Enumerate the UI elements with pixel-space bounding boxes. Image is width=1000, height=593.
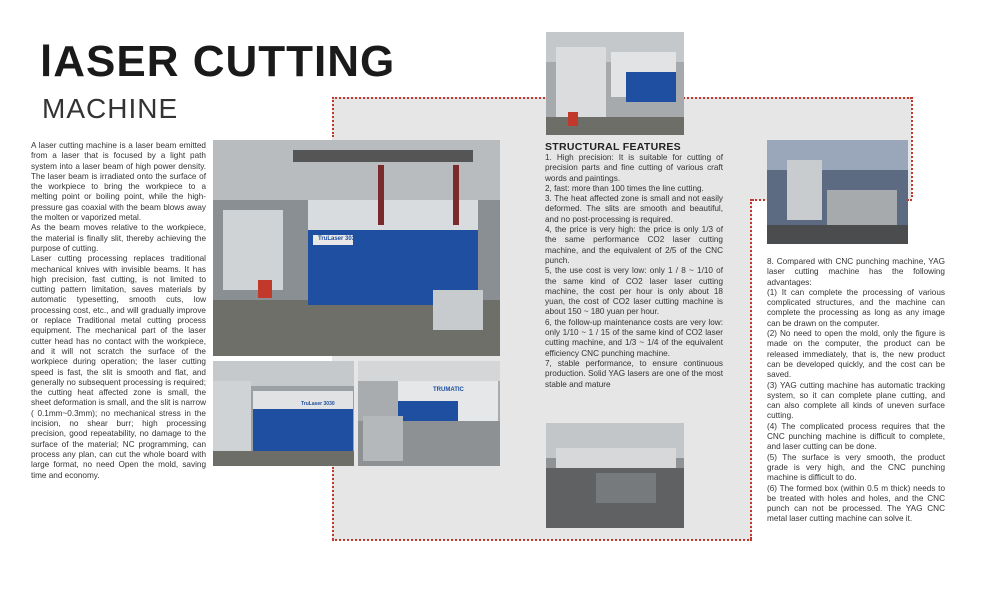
intro-text — [31, 141, 206, 481]
comparison-item: (1) It can complete the processing of various complicated structures, and the machine can complete the processing as long as any image can be drawn on the computer. — [767, 287, 945, 328]
feature-item: 5, the use cost is very low: only 1 / 8 ~ 1/10 of the same kind of CO2 laser laser cutting machine, the cost per hour is only about 18 yuan, the cost of CO2 laser cutting machine is about 150 ~ 180 yuan per hour. — [545, 266, 723, 317]
feature-item: 7, stable performance, to ensure continuous production. Solid YAG lasers are one of the most stable and mature — [545, 358, 723, 389]
comparison-item: (3) YAG cutting machine has automatic tracking system, so it can complete plane cutting, and can also complete all kinds of uneven surface cutting. — [767, 380, 945, 421]
dotted-rule-inner — [750, 199, 752, 539]
feature-item: 6, the follow-up maintenance costs are very low: only 1/10 ~ 1 / 15 of the same kind of CO2 laser cutting machine, and 1/3 ~ 1/4 of the equivalent efficiency CNC punching machine. — [545, 317, 723, 358]
photo-cutting-bed-svg — [546, 423, 684, 528]
photo-trumatic — [358, 361, 500, 466]
trumatic-label: TRUMATIC — [433, 387, 464, 393]
feature-item: 1. High precision: It is suitable for cutting of precision parts and fine cutting of various craft words and paintings. — [545, 153, 723, 183]
comparison-item: (2) No need to open the mold, only the figure is made on the computer, the product can be released immediately, that is, the new product can be developed quickly, and the cost can be saved. — [767, 329, 945, 380]
structural-features — [545, 141, 723, 390]
intro-paragraph: A laser cutting machine is a laser beam emitted from a laser that is focused by a light path system into a laser beam of high power density. The laser beam is irradiated onto the surface of the workpiece to bring the workpiece to a melting point or boiling point, while the high-pressure gas coaxial with the beam blows away the molten or vaporized metal. — [31, 141, 206, 223]
photo-trumatic-svg — [358, 361, 500, 466]
photo-machine-side — [213, 361, 354, 466]
dotted-rule-bottom — [332, 539, 752, 541]
page-title: lASER CUTTING — [40, 37, 396, 86]
photo-cutting-bed — [546, 423, 684, 528]
comparison-item: (6) The formed box (within 0.5 m thick) needs to be treated with holes and holes, and the CNC punch can not be processed. The YAG CNC metal laser cutting machine can solve it. — [767, 483, 945, 524]
photo-workshop-svg — [546, 32, 684, 135]
photo-machine-side-svg — [213, 361, 354, 466]
intro-paragraph: As the beam moves relative to the workpiece, the material is finally slit, thereby achieving the purpose of cutting. — [31, 223, 206, 253]
comparison-item: (5) The surface is very smooth, the product grade is very high, and the CNC punching machine is difficult to do. — [767, 452, 945, 483]
photo-main-machine — [213, 140, 500, 356]
structural-heading: STRUCTURAL FEATURES — [545, 141, 681, 153]
machine-label: TruLaser 3030 — [318, 236, 359, 242]
photo-robot-arm-svg — [767, 140, 908, 244]
dotted-rule-right — [911, 97, 913, 197]
comparison-item: 8. Compared with CNC punching machine, YAG laser cutting machine has the following advantages: — [767, 257, 945, 287]
feature-item: 3. The heat affected zone is small and not easily deformed. The slits are smooth and beautiful, and no post-processing is required. — [545, 194, 723, 224]
dotted-rule-bottom-left — [332, 467, 334, 540]
comparison-text — [767, 257, 945, 525]
feature-item: 2, fast: more than 100 times the line cutting. — [545, 183, 704, 193]
photo-main-machine-svg — [213, 140, 500, 356]
page-subtitle: MACHINE — [42, 93, 179, 124]
intro-paragraph: Laser cutting processing replaces traditional mechanical knives with invisible beams. It has high precision, fast cutting, is not limited to cutting pattern limitation, saves materials by automatic typesetting, smooth cuts, low processing cost, etc., and will gradually improve or replace Traditional metal cutting process equipment. The mechanical part of the laser cutter head has no contact with the workpiece, and it will not scratch the surface of the workpiece during operation; the laser cutting speed is fast, the slit is smooth and flat, and generally no subsequent processing is required; the cutting heat affected zone is small, the sheet deformation is small, and the slit is narrow ( 0.1mm~0.3mm); no mechanical stress in the incision, no shear burr; high processing precision, good repeatability, no damage to the surface of the material; NC programming, can process any plan, can cut the whole board with large format, no need Open the mold, saving time and economy. — [31, 254, 206, 480]
dotted-rule-left — [332, 97, 334, 137]
photo-robot-arm — [767, 140, 908, 244]
comparison-item: (4) The complicated process requires that the CNC punching machine is difficult to complete, and laser cutting can be done. — [767, 421, 945, 452]
feature-item: 4, the price is very high: the price is only 1/3 of the same performance CO2 laser cutting machine, and the equivalent of 2/5 of the CNC punch. — [545, 225, 723, 265]
photo-workshop — [546, 32, 684, 135]
machine-label-small: TruLaser 3030 — [301, 401, 335, 407]
